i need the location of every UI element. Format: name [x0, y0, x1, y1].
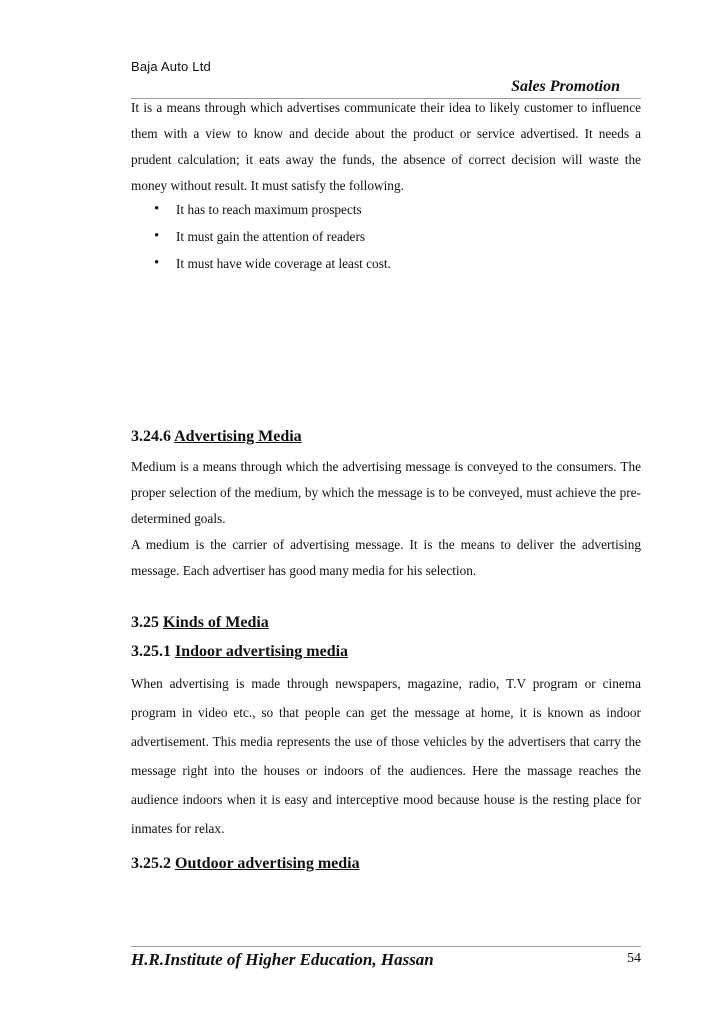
footer-institute: H.R.Institute of Higher Education, Hassan: [131, 950, 434, 969]
heading-title: Kinds of Media: [163, 614, 269, 631]
section-title: Sales Promotion: [511, 78, 620, 95]
advertising-media-paragraph-2: A medium is the carrier of advertising message. It is the means to deliver the advertising message. Each advertiser has good many media for his selection.: [131, 537, 641, 578]
indoor-media-paragraph: When advertising is made through newspapers, magazine, radio, T.V program or cinema program in video etc., so that people can get the message at home, it is known as indoor advertisement. This media represents the use of those vehicles by the advertisers that carry the message right into the houses or indoors of the audiences. Here the massage reaches the audience indoors when it is easy and interceptive mood because house is the resting place for inmates for relax.: [131, 676, 641, 836]
heading-title: Advertising Media: [174, 428, 302, 445]
list-item: • It must gain the attention of readers: [151, 223, 391, 250]
heading-indoor-media: [131, 643, 348, 661]
requirements-list: [151, 196, 391, 277]
advertising-media-paragraph-1: Medium is a means through which the advertising message is conveyed to the consumers. The proper selection of the medium, by which the message is to be conveyed, must achieve the pre-determined goals.: [131, 459, 641, 526]
heading-number: 3.25.1: [131, 643, 171, 660]
page-number: 54: [627, 951, 641, 966]
heading-title: Outdoor advertising media: [175, 855, 360, 872]
company-name: Baja Auto Ltd: [131, 59, 211, 74]
intro-paragraph: It is a means through which advertises communicate their idea to likely customer to influence them with a view to know and decide about the product or service advertised. It needs a prudent calculation; it eats away the funds, the absence of correct decision will waste the money without result. It must satisfy the following.: [131, 100, 641, 193]
heading-kinds-of-media: [131, 614, 269, 632]
heading-outdoor-media: [131, 855, 360, 873]
heading-number: 3.25.2: [131, 855, 171, 872]
list-item: • It must have wide coverage at least cost.: [151, 250, 391, 277]
heading-number: 3.24.6: [131, 428, 171, 445]
list-item: • It has to reach maximum prospects: [151, 196, 391, 223]
footer-divider: [131, 946, 641, 947]
heading-number: 3.25: [131, 614, 159, 631]
heading-title: Indoor advertising media: [175, 643, 349, 660]
heading-advertising-media: [131, 428, 302, 446]
